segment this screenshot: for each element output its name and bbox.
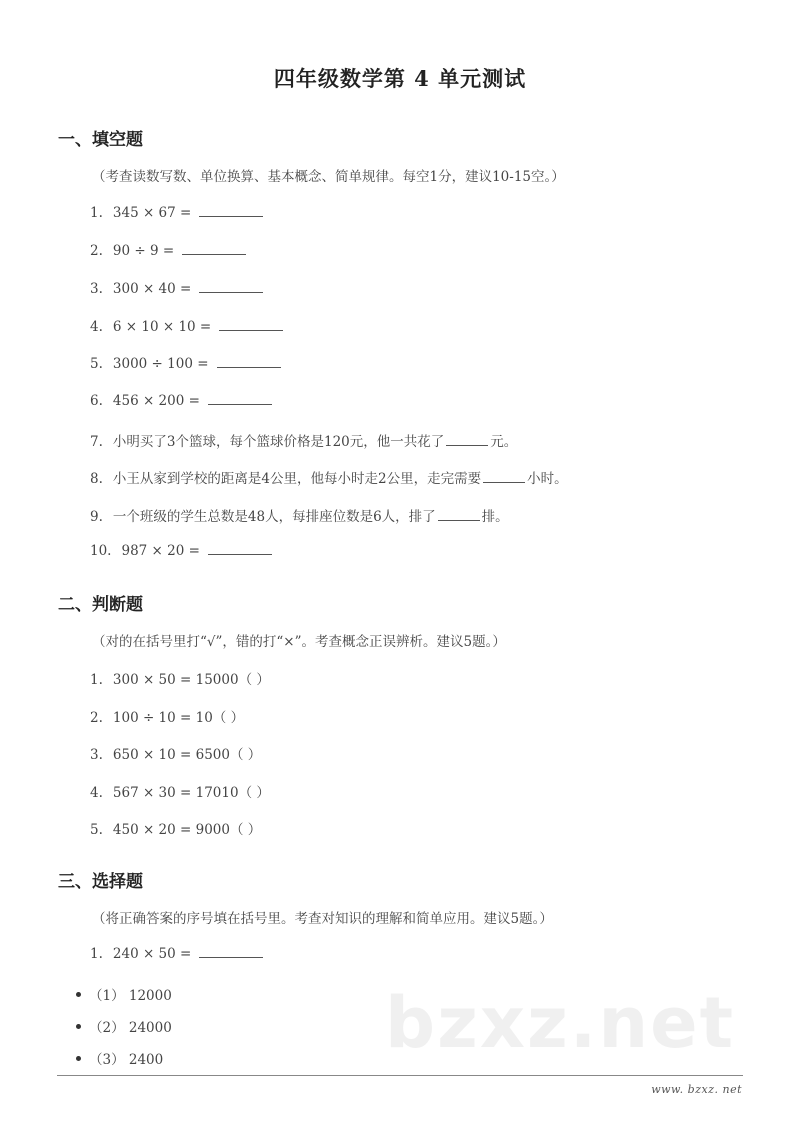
answer-blank[interactable] (199, 280, 263, 293)
page-title: 四年级数学第 4 单元测试 (273, 66, 527, 91)
question-text: 3000 ÷ 100 = (112, 356, 209, 372)
question-number: 8. (90, 471, 103, 487)
question-text: 一个班级的学生总数是48人，每排座位数是6人，排了 (112, 509, 436, 525)
choice-option-label: （1） 12000 (89, 988, 172, 1004)
choice-option-label: （2） 24000 (89, 1020, 172, 1036)
choice-option[interactable] (76, 1048, 163, 1068)
answer-blank[interactable] (208, 542, 272, 555)
question-suffix: 小时。 (527, 471, 568, 487)
question-item (90, 668, 270, 688)
question-item (90, 505, 509, 525)
section-heading-true-false: 二、判断题 (58, 595, 143, 615)
question-suffix: 元。 (490, 434, 518, 450)
section-note: （考查读数写数、单位换算、基本概念、简单规律。每空1分，建议10-15空。） (92, 169, 565, 185)
question-text: 345 × 67 = (112, 205, 192, 221)
question-text: 300 × 50 = 15000（ ） (112, 672, 270, 688)
question-number: 3. (90, 747, 103, 763)
answer-blank[interactable] (199, 204, 263, 217)
question-text: 567 × 30 = 17010（ ） (112, 785, 270, 801)
question-text: 小明买了3个篮球，每个篮球价格是120元，他一共花了 (112, 434, 445, 450)
answer-blank[interactable] (182, 242, 246, 255)
question-item (90, 355, 281, 372)
section-note: （对的在括号里打“√”，错的打“×”。考查概念正误辨析。建议5题。） (92, 634, 506, 650)
question-number: 1. (90, 946, 103, 962)
footer-divider (57, 1075, 743, 1076)
section-heading-fill-blank: 一、填空题 (58, 130, 143, 150)
question-item (90, 318, 283, 335)
question-text: 650 × 10 = 6500（ ） (112, 747, 262, 763)
question-item (90, 781, 270, 801)
question-text: 300 × 40 = (112, 281, 192, 297)
watermark: bzxz.net (385, 982, 736, 1064)
question-number: 9. (90, 509, 103, 525)
question-number: 6. (90, 393, 103, 409)
question-number: 1. (90, 672, 103, 688)
question-number: 3. (90, 281, 103, 297)
question-number: 10. (90, 543, 112, 559)
question-item (90, 945, 263, 962)
question-item (90, 392, 272, 409)
question-text: 240 × 50 = (112, 946, 192, 962)
answer-blank[interactable] (208, 392, 272, 405)
question-number: 4. (90, 785, 103, 801)
question-number: 1. (90, 205, 103, 221)
question-item (90, 743, 261, 763)
question-number: 5. (90, 822, 103, 838)
question-item (90, 204, 263, 221)
question-number: 2. (90, 243, 103, 259)
choice-option[interactable] (76, 984, 172, 1004)
question-item (90, 542, 272, 559)
question-number: 2. (90, 710, 103, 726)
question-number: 4. (90, 319, 103, 335)
section-heading-multiple-choice: 三、选择题 (58, 872, 143, 892)
bullet-icon (76, 1024, 81, 1029)
question-item (90, 818, 261, 838)
bullet-icon (76, 992, 81, 997)
question-text: 100 ÷ 10 = 10（ ） (112, 710, 245, 726)
question-text: 456 × 200 = (112, 393, 200, 409)
choice-option-label: （3） 2400 (89, 1052, 164, 1068)
footer-url: www. bzxz. net (651, 1083, 742, 1096)
question-item (90, 242, 246, 259)
question-number: 7. (90, 434, 103, 450)
section-note: （将正确答案的序号填在括号里。考查对知识的理解和简单应用。建议5题。） (92, 911, 553, 927)
answer-blank[interactable] (217, 355, 281, 368)
question-text: 6 × 10 × 10 = (112, 319, 212, 335)
question-text: 450 × 20 = 9000（ ） (112, 822, 262, 838)
answer-blank[interactable] (199, 945, 263, 958)
question-text: 小王从家到学校的距离是4公里，他每小时走2公里，走完需要 (112, 471, 482, 487)
question-item (90, 706, 244, 726)
question-text: 987 × 20 = (121, 543, 200, 559)
question-item (90, 430, 517, 450)
answer-blank[interactable] (483, 470, 525, 483)
question-suffix: 排。 (481, 509, 509, 525)
question-text: 90 ÷ 9 = (112, 243, 175, 259)
choice-option[interactable] (76, 1016, 172, 1036)
answer-blank[interactable] (446, 433, 488, 446)
answer-blank[interactable] (438, 508, 480, 521)
question-item (90, 280, 263, 297)
bullet-icon (76, 1056, 81, 1061)
question-number: 5. (90, 356, 103, 372)
question-item (90, 467, 568, 487)
answer-blank[interactable] (219, 318, 283, 331)
